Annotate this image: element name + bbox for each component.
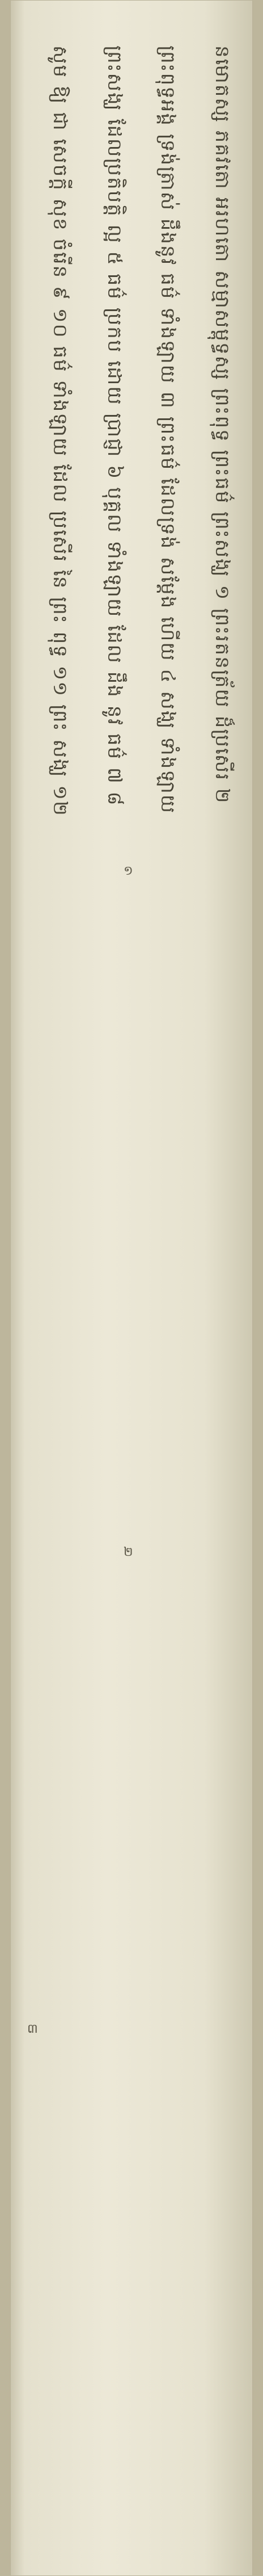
leaf-edge-left [0,0,10,2576]
palm-leaf-manuscript [10,0,253,2576]
marginal-mark: ១ [124,864,133,878]
text-line-3: ព្រះសង្ឃ ដែលប្រតិបត្តិ ល្អ ៥ ធម៌ ប្រកប ដោយ ប្រាជ្ញា ៦ បុគ្គល ទាំងឡាយ ដែល ដឹង នូវ ធម៌ ៧ ៨ [103,45,126,807]
text-line-4: សូម ឱ្យ ជា សេចក្តី សុខ ចំរើន ៩ ១០ ធម៌ ទាំងឡាយ ដែល ប្រសើរ នៃ ព្រះ ពុទ្ធ ១១ ព្រះ សង្ឃ ១២ [49,45,71,817]
marginal-mark: ៣ [27,2022,38,2036]
text-line-1: នមោតស្ស ភគវតោ អរហតោ សម្មាសម្ពុទ្ធស្ស ព្រះពុទ្ធ ព្រះធម៌ ព្រះសង្ឃ ១ ព្រះរតនត្រ័យ ដ៏ប្រសើរ ២ [211,45,234,804]
text-line-2: ព្រះពុទ្ធអង្គ ទ្រង់ត្រាស់ ដឹងនូវ ធម៌ ទាំងឡាយ ៣ ព្រះធម៌ ដែលទ្រង់ សម្តែង ហើយ ៤ សង្ឃ ទាំងឡាយ [156,45,179,815]
marginal-mark: ២ [124,1545,133,1559]
leaf-edge-right [253,0,263,2576]
